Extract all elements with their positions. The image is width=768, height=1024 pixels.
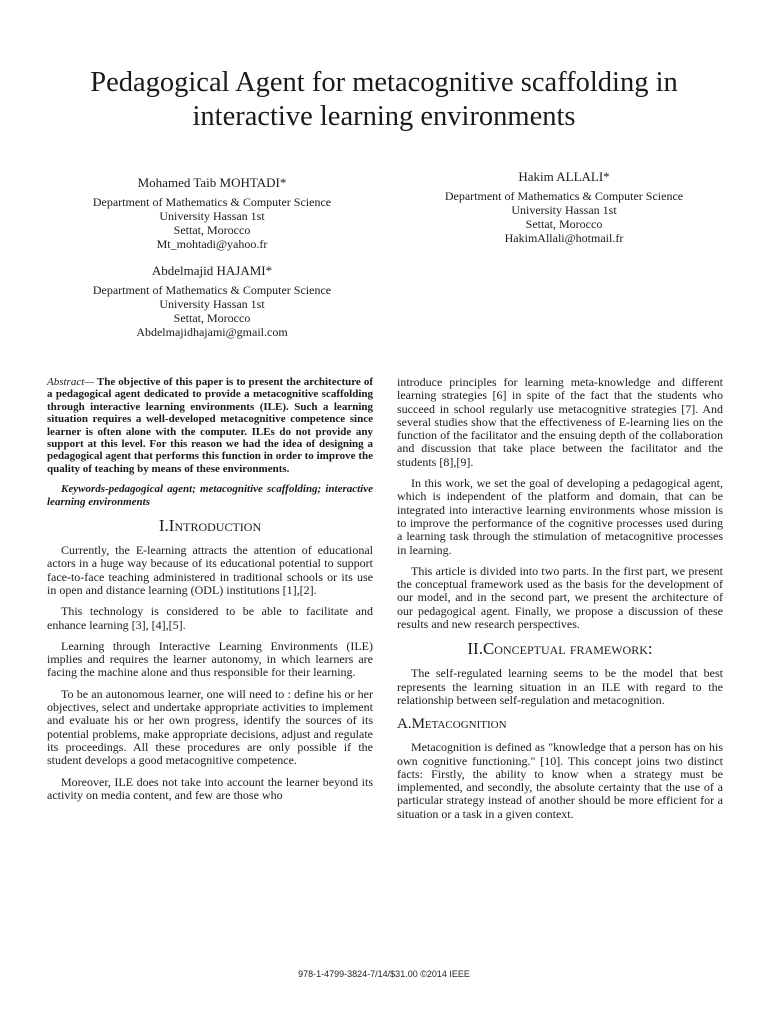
paper-title: Pedagogical Agent for metacognitive scaffolding in interactive learning environments (90, 67, 678, 132)
left-column (47, 376, 373, 810)
author-block-hajami (52, 264, 372, 339)
section-heading-introduction: I.Introduction (158, 516, 262, 536)
keywords: Keywords-pedagogical agent; metacognitive scaffolding; interactive learning environments (47, 483, 373, 508)
subsection-heading-metacognition: A.Metacognition (397, 716, 507, 733)
author-block-mohtadi (52, 176, 372, 251)
copyright-footer: 978-1-4799-3824-7/14/$31.00 ©2014 IEEE (298, 969, 470, 979)
abstract-label: Abstract— (47, 376, 95, 388)
author-block-allali (404, 170, 724, 245)
author-department: Department of Mathematics & Computer Science (92, 195, 332, 209)
author-city: Settat, Morocco (173, 311, 251, 325)
paragraph: This technology is considered to be able to facilitate and enhance learning [3], [4],[5]. (47, 604, 373, 632)
paragraph: Moreover, ILE does not take into account the learner beyond its activity on media content, and few are those who (47, 774, 373, 802)
author-university: University Hassan 1st (159, 209, 265, 223)
section-heading-conceptual-framework: II.Conceptual framework: (467, 639, 653, 659)
paragraph: This article is divided into two parts. In the first part, we present the conceptual framework used as the basis for the development of our model, and in the second part, we present the architecture of our pedagogical agent. Finally, we propose a discussion of these results and new research perspectives. (397, 563, 723, 632)
author-name: Abdelmajid HAJAMI* (151, 263, 273, 278)
author-university: University Hassan 1st (511, 203, 617, 217)
author-email: Abdelmajidhajami@gmail.com (136, 325, 288, 339)
author-department: Department of Mathematics & Computer Science (92, 283, 332, 297)
author-name: Hakim ALLALI* (518, 169, 610, 184)
paragraph: To be an autonomous learner, one will need to : define his or her objectives, select and undertake appropriate activities to implement and evaluate his or her own progress, identify the sources of its potential problems, make appropriate decisions, adjust and regulate its proceedings. All these procedures are only possible if the student develops a good metacognitive competence. (47, 686, 373, 768)
abstract-text: The objective of this paper is to present the architecture of a pedagogical agent dedicated to provide a metacognitive scaffolding through interactive learning environments (ILE). Such a learning situation requires a well-developed metacognitive competence since learner is often alone with the computer. ILEs do not provide any support at this level. For this reason we had the idea of designing a pedagogical agent that performs this function in order to improve the quality of teaching by means of these environments. (47, 376, 373, 475)
right-column (397, 376, 723, 829)
author-email: HakimAllali@hotmail.fr (504, 231, 624, 245)
author-email: Mt_mohtadi@yahoo.fr (156, 237, 268, 251)
paragraph: Learning through Interactive Learning Environments (ILE) implies and requires the learner autonomy, in which learners are facing the machine alone and thus responsible for their learning. (47, 638, 373, 680)
author-university: University Hassan 1st (159, 297, 265, 311)
paragraph: The self-regulated learning seems to be the model that best represents the learning situation in an ILE with regard to the relationship between self-regulation and metacognition. (397, 666, 723, 707)
author-city: Settat, Morocco (525, 217, 603, 231)
author-city: Settat, Morocco (173, 223, 251, 237)
paragraph: In this work, we set the goal of developing a pedagogical agent, which is independent of the platform and domain, that can be integrated into interactive learning environments whose mission is to improve the performance of the cognitive processes used during a learning task through the stimulation of metacognitive processes in learning. (397, 476, 723, 557)
abstract (47, 376, 373, 475)
paragraph: Metacognition is defined as "knowledge that a person has on his own cognitive functioning." [10]. This concept joins two distinct facts: Firstly, the ability to know when a strategy must be implemented, and secondly, the absolute certainty that the use of a particular strategy instead of another should be more efficient for a situation or a task in a given context. (397, 740, 723, 821)
author-department: Department of Mathematics & Computer Science (444, 189, 684, 203)
paragraph: introduce principles for learning meta-knowledge and different learning strategies [6] in spite of the fact that the students who succeed in school regularly use metacognitive strategies [7]. And several studies show that the effectiveness of E-learning lies on the function of the facilitator and the ensuing depth of the collaboration and discussion that take place between the facilitator and the students [8],[9]. (397, 375, 723, 469)
paragraph: Currently, the E-learning attracts the attention of educational actors in a huge way because of its educational potential to support face-to-face teaching administered in traditional schools or its use in open and distance learning (ODL) institutions [1],[2]. (47, 543, 373, 597)
author-name: Mohamed Taib MOHTADI* (137, 175, 287, 190)
